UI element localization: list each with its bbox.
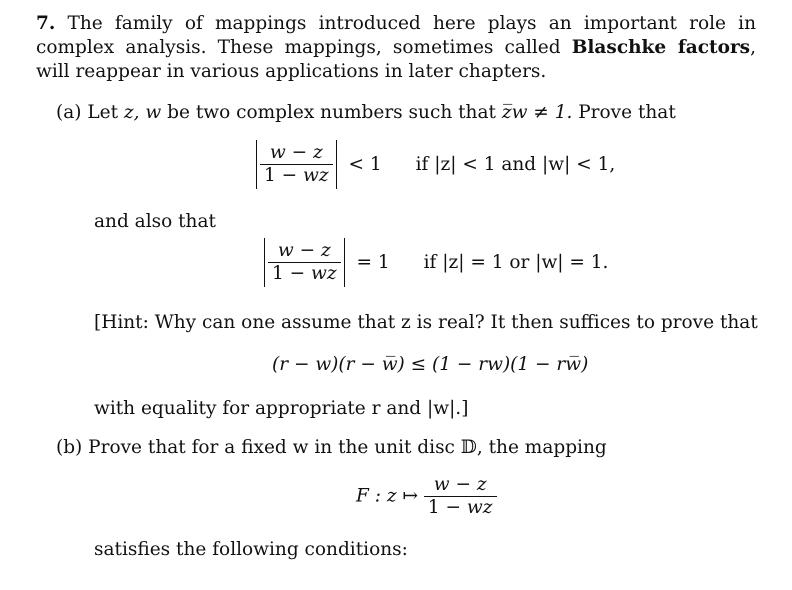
- mapping-fraction: [424, 474, 497, 519]
- hint-end: with equality for appropriate r and |w|.]: [94, 398, 469, 419]
- eq2-numerator: w − z: [277, 240, 331, 261]
- equation-2: [264, 238, 608, 287]
- eq2-condition: if |z| = 1 or |w| = 1.: [423, 251, 609, 273]
- part-a-mid: be two complex numbers such that: [167, 102, 496, 123]
- eq1-denominator: $1 - \overline{w}z$: [260, 164, 333, 187]
- problem-number: 7.: [36, 13, 56, 34]
- part-a-statement: [56, 101, 676, 125]
- part-a-label: (a): [56, 102, 82, 123]
- and-also-text: and also that: [94, 211, 216, 232]
- eq1-fraction: [260, 142, 333, 187]
- part-b-label: (b): [56, 437, 83, 458]
- mapping-denominator: $1 - \overline{w}z$: [424, 496, 497, 519]
- eq1-condition: if |z| < 1 and |w| < 1,: [415, 153, 616, 175]
- eq1-relation: < 1: [348, 153, 382, 175]
- hint-line: [Hint: Why can one assume that z is real? It then suffices to prove that: [94, 312, 758, 333]
- mapping-equation: [356, 474, 497, 519]
- eq2-abs: [264, 238, 345, 287]
- part-a-lead: Let: [87, 102, 119, 123]
- part-a-condition: z̅w ≠ 1.: [501, 102, 573, 123]
- equation-1: [256, 140, 615, 189]
- eq1-numerator: w − z: [269, 142, 323, 163]
- part-b-statement: [56, 436, 607, 460]
- hint-equation: (r − w)(r − w̅) ≤ (1 − rw)(1 − rw̅): [272, 354, 589, 375]
- part-a-tail: Prove that: [578, 102, 676, 123]
- problem-intro: [36, 12, 756, 84]
- mapping-lhs: F : z ↦: [356, 485, 418, 507]
- intro-line-2-pre: analysis. These mappings, sometimes called: [125, 37, 561, 58]
- satisfies-text: satisfies the following conditions:: [94, 539, 408, 560]
- eq2-fraction: [268, 240, 341, 285]
- part-b-text: Prove that for a fixed w in the unit disc 𝔻, the mapping: [88, 437, 607, 458]
- intro-line-1: The family of mappings introduced here plays an important role in complex: [36, 13, 757, 58]
- part-a-vars: z, w: [123, 102, 162, 123]
- mapping-numerator: w − z: [433, 474, 487, 495]
- intro-line-3: various applications in later chapters.: [190, 61, 547, 82]
- eq1-abs: [256, 140, 337, 189]
- eq2-denominator: $1 - \overline{w}z$: [268, 262, 341, 285]
- eq2-relation: = 1: [356, 251, 390, 273]
- intro-line-2-post: , will reappear in: [36, 37, 756, 82]
- blaschke-term: Blaschke factors: [571, 37, 751, 58]
